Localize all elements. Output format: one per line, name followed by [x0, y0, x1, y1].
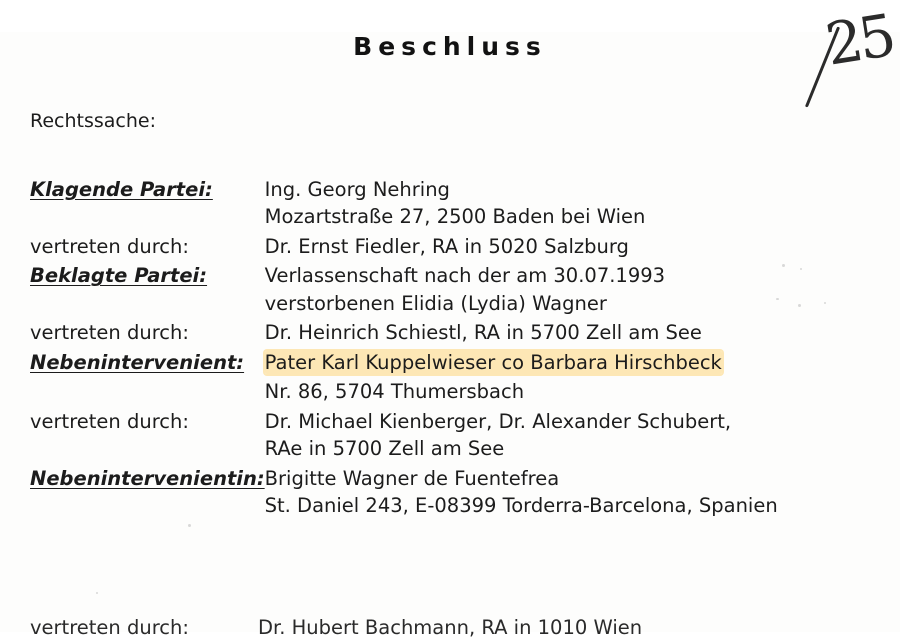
document-page — [0, 1, 900, 638]
row-value — [265, 323, 870, 352]
row-label: Beklagte Partei: — [30, 264, 208, 288]
row-label: Nebenintervenient: — [30, 350, 245, 374]
row-value — [265, 180, 870, 237]
table-row — [30, 266, 870, 323]
row-label: vertreten durch: — [30, 409, 189, 433]
row-value-line: Brigitte Wagner de Fuentefrea — [264, 466, 560, 490]
row-value — [264, 350, 870, 412]
row-value: Dr. Hubert Bachmann, RA in 1010 Wien — [258, 616, 643, 638]
row-value-line: RAe in 5700 Zell am See — [264, 437, 505, 461]
parties-table — [30, 180, 870, 526]
table-row — [30, 412, 870, 469]
row-value — [265, 266, 870, 323]
highlighted-text: Pater Karl Kuppelwieser co Barbara Hirschbeck — [264, 350, 722, 374]
row-label: Klagende Partei: — [30, 178, 213, 201]
row-value-line: verstorbenen Elidia (Lydia) Wagner — [264, 291, 607, 315]
row-value-line: Dr. Heinrich Schiestl, RA in 5700 Zell am See — [264, 321, 702, 345]
row-value-line: Ing. Georg Nehring — [264, 178, 450, 201]
table-row — [30, 323, 870, 352]
handwritten-page-number: 25 — [821, 1, 897, 79]
table-row — [30, 180, 870, 237]
row-label: Nebenintervenientin: — [30, 466, 265, 490]
row-value-line: St. Daniel 243, E-08399 Torderra-Barcelona, Spanien — [264, 494, 778, 518]
row-value — [264, 409, 870, 469]
case-lead-label: Rechtssache: — [30, 110, 156, 132]
row-value — [264, 234, 870, 266]
row-label: vertreten durch: — [30, 234, 189, 258]
row-value-line: Dr. Michael Kienberger, Dr. Alexander Schubert, — [264, 409, 732, 433]
row-value-line: Dr. Ernst Fiedler, RA in 5020 Salzburg — [264, 234, 629, 258]
table-row-nebenintervenient — [30, 353, 870, 412]
table-row — [30, 469, 870, 526]
table-row — [30, 237, 870, 266]
row-label: vertreten durch: — [30, 616, 189, 638]
row-value-line: Mozartstraße 27, 2500 Baden bei Wien — [264, 205, 646, 229]
row-value-line: Nr. 86, 5704 Thumersbach — [264, 380, 525, 404]
clipped-bottom-row — [30, 616, 870, 638]
row-value — [264, 466, 870, 526]
document-title: Beschluss — [353, 32, 547, 61]
row-value-line: Verlassenschaft nach der am 30.07.1993 — [264, 264, 666, 288]
row-label: vertreten durch: — [30, 321, 189, 345]
scan-speck — [96, 592, 98, 594]
